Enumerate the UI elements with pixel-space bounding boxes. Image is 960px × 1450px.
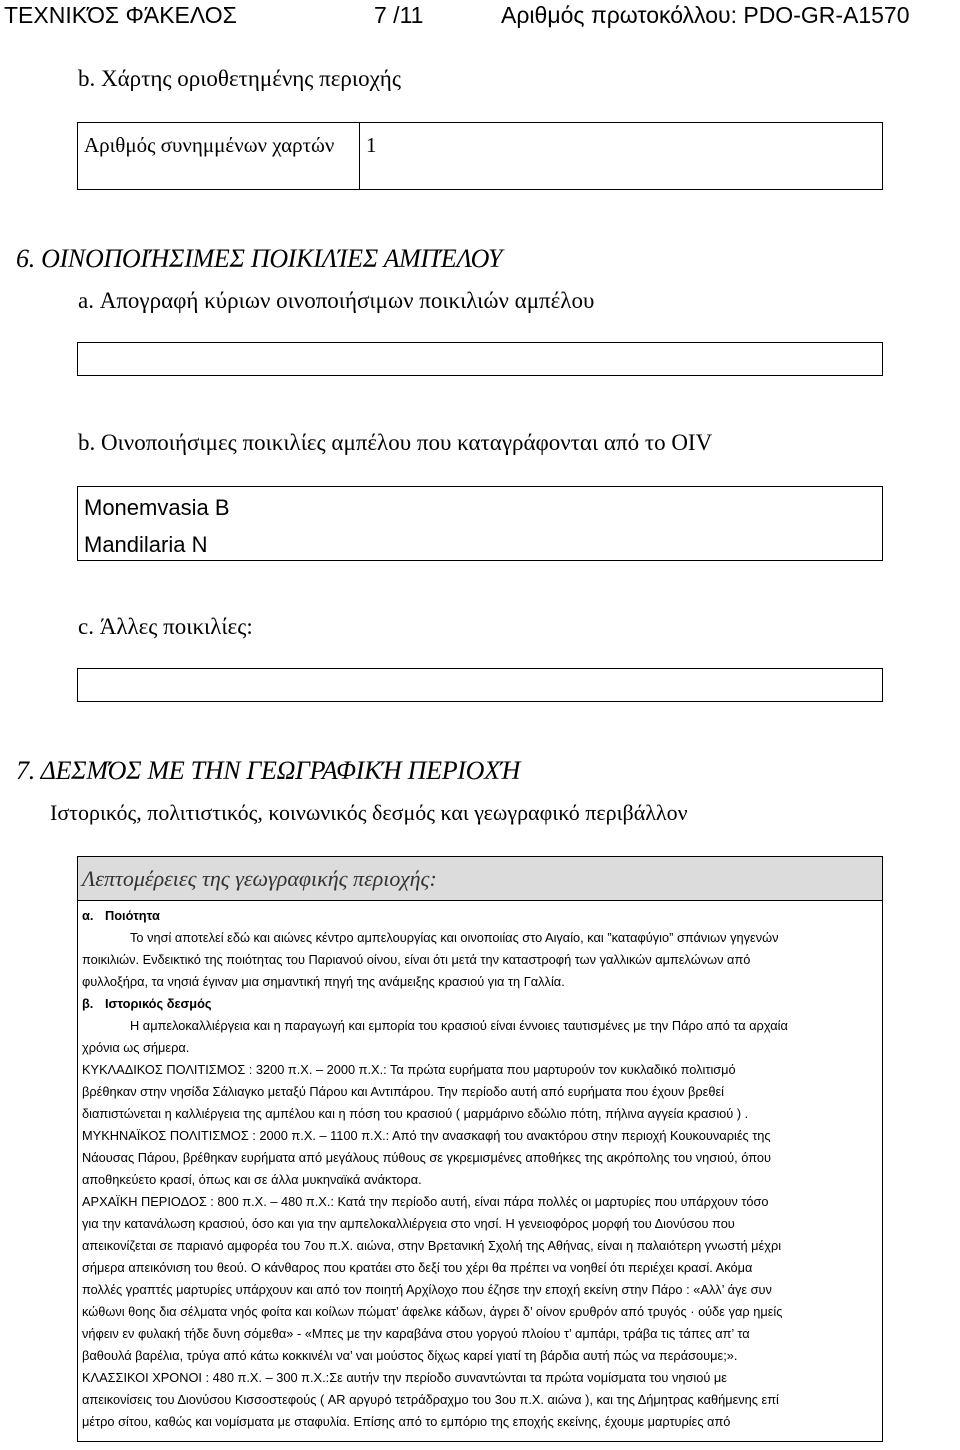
paragraph-line: νήφειν εν φυλακή τήδε δυνη σόμεθα» - «Μπες με την καραβάνα στου γοργού πλοίου τ’ αμπάρι, τράβα τις τάπες απ’ τα bbox=[82, 1326, 750, 1341]
main-varieties-box bbox=[77, 342, 883, 376]
quality-heading: α. Ποιότητα bbox=[82, 908, 160, 923]
map-heading: b. Χάρτης οριοθετημένης περιοχής bbox=[78, 66, 401, 91]
link-heading: 7. ΔΕΣΜΌΣ ΜΕ ΤΗΝ ΓΕΩΓΡΑΦΙΚΉ ΠΕΡΙΟΧΉ bbox=[16, 756, 521, 785]
paragraph-line: πολλές γραπτές μαρτυρίες υπάρχουν και από τον ποιητή Αρχίλοχο που έζησε την εποχή εκείνη στην Πάρο : «Αλλ’ άγε συν bbox=[82, 1282, 772, 1297]
paragraph-line: απεικονίσεις του Διονύσου Κισσοστεφούς ( AR αργυρό τετράδραχμο του 3ου π.Χ. αιώνα ), και της Δήμητρας καθήμενης επί bbox=[82, 1392, 779, 1407]
map-count-value: 1 bbox=[366, 133, 377, 157]
paragraph-line: απεικονίζεται σε παριανό αμφορέα του 7ου π.Χ. αιώνα, στην Βρετανική Σχολή της Αθήνας, είναι η παλαιότερη γνωστή μέχρι bbox=[82, 1238, 782, 1253]
oiv-varieties-box bbox=[77, 486, 883, 561]
oiv-variety-item: Monemvasia B bbox=[84, 495, 230, 520]
paragraph-line: φυλλοξήρα, τα νησιά έγιναν μια σημαντική πηγή της ανάμειξης κρασιού για τη Γαλλία. bbox=[82, 974, 565, 989]
map-count-label: Αριθμός συνημμένων χαρτών bbox=[84, 133, 335, 157]
main-varieties-subheading: a. Απογραφή κύριων οινοποιήσιμων ποικιλιών αμπέλου bbox=[78, 288, 595, 313]
paragraph-line: Νάουσας Πάρου, βρέθηκαν ευρήματα από μεγάλους πύθους σε γκρεμισμένες αποθήκες της ακρόπολης του νησιού, όπου bbox=[82, 1150, 771, 1165]
paragraph-line: κώθωνι θοης δια σέλματα νηός φοίτα και κοίλων πώματ’ άφελκε κάδων, άγρει δ’ οίνον ερυθρόν από τρυγός · ούδε γαρ ημείς bbox=[82, 1304, 783, 1319]
paragraph-line: βρέθηκαν στην νησίδα Σάλιαγκο μεταξύ Πάρου και Αντιπάρου. Την περίοδο αυτή από ευρήματα που έχουν βρεθεί bbox=[82, 1084, 724, 1099]
paragraph-line: Το νησί αποτελεί εδώ και αιώνες κέντρο αμπελουργίας και οινοποιίας στο Αιγαίο, και ”καταφύγιο” σπάνιων γηγενών bbox=[130, 930, 779, 945]
link-subheading: Ιστορικός, πολιτιστικός, κοινωνικός δεσμός και γεωγραφικό περιβάλλον bbox=[50, 800, 688, 825]
protocol-number: Αριθμός πρωτοκόλλου: PDO-GR-A1570 bbox=[501, 2, 910, 28]
paragraph-line: ΑΡΧΑΪΚΗ ΠΕΡΙΟΔΟΣ : 800 π.Χ. – 480 π.Χ.: Κατά την περίοδο αυτή, είναι πάρα πολλές οι μαρτυρίες που υπάρχουν τόσο bbox=[82, 1194, 769, 1209]
other-varieties-subheading: c. Άλλες ποικιλίες: bbox=[78, 614, 253, 639]
paragraph-line: για την κατανάλωση κρασιού, όσο και για την αμπελοκαλλιέργεια στο νησί. Η γενειοφόρος μορφή του Διονύσου που bbox=[82, 1216, 735, 1231]
paragraph-line: ΚΥΚΛΑΔΙΚΟΣ ΠΟΛΙΤΙΣΜΟΣ : 3200 π.Χ. – 2000 π.Χ.: Τα πρώτα ευρήματα που μαρτυρούν τον κυκλαδικό πολιτισμό bbox=[82, 1062, 736, 1077]
paragraph-line: ΚΛΑΣΣΙΚΟΙ ΧΡΟΝΟΙ : 480 π.Χ. – 300 π.Χ.:Σε αυτήν την περίοδο συναντώνται τα πρώτα νομίσματα του νησιού με bbox=[82, 1370, 727, 1385]
geographic-details-text bbox=[78, 901, 882, 1441]
paragraph-line: αποθηκεύετο κρασί, όπως και σε άλλα μυκηναϊκά ανάκτορα. bbox=[82, 1172, 422, 1187]
paragraph-line: σήμερα απεικόνιση του θεού. Ο κάνθαρος που κρατάει στο δεξί του χέρι θα πρέπει να νοηθεί ότι περιέχει κρασί. Ακόμα bbox=[82, 1260, 753, 1275]
oiv-variety-item: Mandilaria N bbox=[84, 532, 208, 557]
paragraph-line: ποικιλιών. Ενδεικτικό της ποιότητας του Παριανού οίνου, είναι ότι μετά την καταστροφή των γαλλικών αμπελώνων από bbox=[82, 952, 751, 967]
paragraph-line: μέτρο σίτου, καθώς και νομίσματα με σταφυλία. Επίσης από το εμπόριο της εποχής εκείνης, έχουμε μαρτυρίες από bbox=[82, 1414, 731, 1429]
table-divider bbox=[359, 123, 360, 189]
geographic-details-title: Λεπτομέρειες της γεωγραφικής περιοχής: bbox=[78, 857, 882, 901]
paragraph-line: χρόνια ως σήμερα. bbox=[82, 1040, 190, 1055]
map-count-table bbox=[77, 122, 883, 190]
other-varieties-box bbox=[77, 668, 883, 702]
paragraph-line: βαθουλά βαρέλια, τρύγα από κάτω κοκκινέλι να’ ναι μούστος δίχως καρεί γιατί τη βάρδια αυτή πώς να περάσουμε;». bbox=[82, 1348, 738, 1363]
geographic-details-box bbox=[77, 856, 883, 1442]
page-number: 7 /11 bbox=[374, 2, 424, 28]
paragraph-line: διαπιστώνεται η καλλιέργεια της αμπέλου και η πόση του κρασιού ( μαρμάρινο εδώλιο πότη, πήλινα αγγεία κρασιού ) . bbox=[82, 1106, 749, 1121]
document-title: ΤΕΧΝΙΚΌΣ ΦΆΚΕΛΟΣ bbox=[4, 2, 237, 28]
varieties-heading: 6. ΟΙΝΟΠΟΙΉΣΙΜΕΣ ΠΟΙΚΙΛΊΕΣ ΑΜΠΈΛΟΥ bbox=[16, 244, 503, 273]
history-heading: β. Ιστορικός δεσμός bbox=[82, 996, 212, 1011]
paragraph-line: ΜΥΚΗΝΑΪΚΟΣ ΠΟΛΙΤΙΣΜΟΣ : 2000 π.Χ. – 1100 π.Χ.: Από την ανασκαφή του ανακτόρου στην περιοχή Κουκουναριές της bbox=[82, 1128, 771, 1143]
oiv-varieties-subheading: b. Οινοποιήσιμες ποικιλίες αμπέλου που καταγράφονται από το OIV bbox=[78, 430, 713, 455]
paragraph-line: Η αμπελοκαλλιέργεια και η παραγωγή και εμπορία του κρασιού είναι έννοιες ταυτισμένες με την Πάρο από τα αρχαία bbox=[130, 1018, 788, 1033]
